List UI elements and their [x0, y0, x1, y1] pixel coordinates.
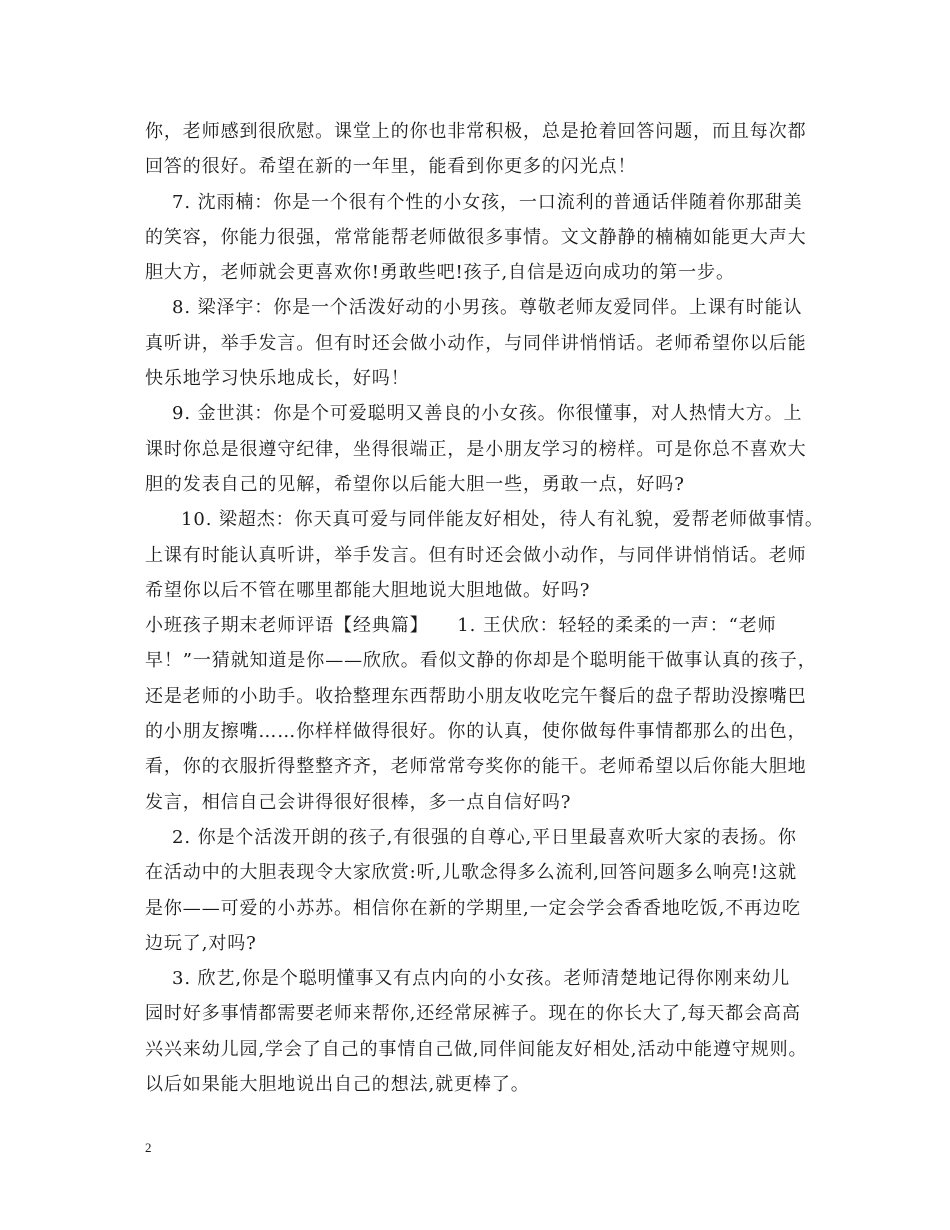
text-line: 3. 欣艺,你是个聪明懂事又有点内向的小女孩。老师清楚地记得你刚来幼儿 [172, 968, 791, 990]
text-line: 兴兴来幼儿园,学会了自己的事情自己做,同伴间能友好相处,活动中能遵守规则。 [145, 1038, 808, 1060]
text-line: 7. 沈雨楠：你是一个很有个性的小女孩，一口流利的普通话伴随着你那甜美 [172, 191, 803, 213]
text-line: 以后如果能大胆地说出自己的想法,就更棒了。 [145, 1074, 530, 1096]
text-line: 真听讲，举手发言。但有时还会做小动作，与同伴讲悄悄话。老师希望你以后能 [145, 332, 807, 354]
text-line: 8. 梁泽宇：你是一个活泼好动的小男孩。尊敬老师友爱同伴。上课有时能认 [172, 297, 803, 319]
text-line: 胆的发表自己的见解，希望你以后能大胆一些，勇敢一点，好吗? [145, 473, 685, 495]
text-line: 课时你总是很遵守纪律，坐得很端正，是小朋友学习的榜样。可是你总不喜欢大 [145, 438, 807, 460]
text-line: 你，老师感到很欣慰。课堂上的你也非常积极，总是抢着回答问题，而且每次都 [145, 121, 807, 142]
text-line: 10. 梁超杰：你天真可爱与同伴能友好相处，待人有礼貌，爱帮老师做事情。 [181, 509, 824, 531]
text-line: 看，你的衣服折得整整齐齐，老师常常夸奖你的能干。老师希望以后你能大胆地 [145, 756, 807, 778]
text-line: 还是老师的小助手。收拾整理东西帮助小朋友收吃完午餐后的盘子帮助没擦嘴巴 [145, 685, 807, 707]
text-line: 园时好多事情都需要老师来帮你,还经常尿裤子。现在的你长大了,每天都会高高 [145, 1003, 801, 1025]
text-line: 2. 你是个活泼开朗的孩子,有很强的自尊心,平日里最喜欢听大家的表扬。你 [172, 826, 797, 848]
page-number: 2 [145, 1140, 152, 1155]
text-line: 9. 金世淇：你是个可爱聪明又善良的小女孩。你很懂事，对人热情大方。上 [172, 403, 803, 425]
text-line: 上课有时能认真听讲，举手发言。但有时还会做小动作，与同伴讲悄悄话。老师 [145, 544, 807, 566]
document-body [145, 114, 824, 1102]
text-line: 胆大方，老师就会更喜欢你!勇敢些吧!孩子,自信是迈向成功的第一步。 [145, 262, 735, 284]
text-line: 快乐地学习快乐地成长，好吗！ [145, 368, 410, 390]
text-line: 的小朋友擦嘴……你样样做得很好。你的认真，使你做每件事情都那么的出色， [145, 721, 807, 743]
text-line: 的笑容，你能力很强，常常能帮老师做很多事情。文文静静的楠楠如能更大声大 [145, 226, 807, 248]
text-line: 希望你以后不管在哪里都能大胆地说大胆地做。好吗? [145, 579, 591, 601]
text-line: 早！”一猜就知道是你——欣欣。看似文静的你却是个聪明能干做事认真的孩子， [145, 650, 817, 672]
text-line: 回答的很好。希望在新的一年里，能看到你更多的闪光点！ [145, 156, 637, 178]
text-line: 是你——可爱的小苏苏。相信你在新的学期里,一定会学会香香地吃饭,不再边吃 [145, 897, 801, 919]
text-line: 边玩了,对吗? [145, 932, 257, 954]
text-line: 发言，相信自己会讲得很好很棒，多一点自信好吗? [145, 791, 572, 813]
text-line: 在活动中的大胆表现令大家欣赏:听,儿歌念得多么流利,回答问题多么响亮!这就 [145, 862, 798, 884]
section-heading-line: 小班孩子期末老师评语【经典篇】 1. 王伏欣：轻轻的柔柔的一声：“老师 [145, 615, 777, 637]
